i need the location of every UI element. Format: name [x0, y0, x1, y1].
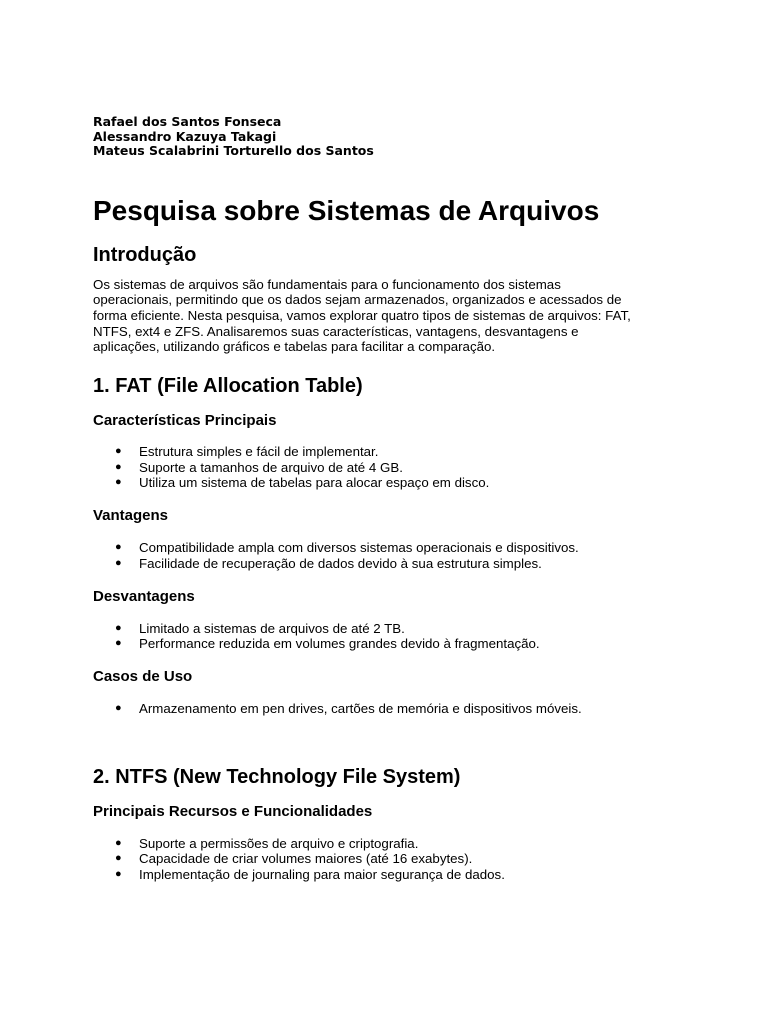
- fat-caracteristicas-list: [93, 444, 693, 491]
- intro-line: NTFS, ext4 e ZFS. Analisaremos suas características, vantagens, desvantagens e: [93, 323, 579, 339]
- list-item-text: Performance reduzida em volumes grandes devido à fragmentação.: [139, 636, 540, 652]
- intro-line: forma eficiente. Nesta pesquisa, vamos explorar quatro tipos de sistemas de arquivos: FAT,: [93, 307, 631, 323]
- author-name: Mateus Scalabrini Torturello dos Santos: [93, 143, 374, 158]
- fat-heading: 1. FAT (File Allocation Table): [93, 375, 363, 398]
- list-item: [93, 475, 693, 491]
- author-name: Rafael dos Santos Fonseca: [93, 114, 282, 129]
- bullet-icon: ●: [115, 556, 122, 569]
- author-name: Alessandro Kazuya Takagi: [93, 128, 277, 144]
- list-item-text: Limitado a sistemas de arquivos de até 2 TB.: [139, 620, 405, 636]
- fat-desvantagens-list: [93, 621, 693, 652]
- document-title: Pesquisa sobre Sistemas de Arquivos: [93, 194, 600, 226]
- bullet-icon: ●: [115, 868, 122, 881]
- list-item-text: Facilidade de recuperação de dados devido à sua estrutura simples.: [139, 555, 542, 571]
- intro-heading: Introdução: [93, 243, 197, 266]
- bullet-icon: ●: [115, 476, 122, 489]
- list-item-text: Suporte a permissões de arquivo e criptografia.: [139, 835, 419, 851]
- ntfs-recursos-list: [93, 836, 693, 883]
- list-item-text: Compatibilidade ampla com diversos sistemas operacionais e dispositivos.: [139, 540, 579, 556]
- intro-line: operacionais, permitindo que os dados sejam armazenados, organizados e acessados de: [93, 292, 622, 308]
- list-item: [93, 556, 693, 572]
- bullet-icon: ●: [115, 460, 122, 473]
- list-item-text: Armazenamento em pen drives, cartões de memória e dispositivos móveis.: [139, 700, 582, 716]
- fat-caracteristicas-heading: Características Principais: [93, 412, 277, 430]
- bullet-icon: ●: [115, 621, 122, 634]
- intro-line: aplicações, utilizando gráficos e tabelas para facilitar a comparação.: [93, 339, 496, 355]
- list-item-text: Utiliza um sistema de tabelas para alocar espaço em disco.: [139, 475, 490, 491]
- list-item: [93, 460, 693, 476]
- list-item-text: Suporte a tamanhos de arquivo de até 4 GB.: [139, 459, 403, 475]
- fat-casos-list: [93, 701, 693, 717]
- list-item: [93, 444, 693, 460]
- ntfs-recursos-heading: Principais Recursos e Funcionalidades: [93, 802, 373, 820]
- fat-vantagens-list: [93, 540, 693, 571]
- bullet-icon: ●: [115, 541, 122, 554]
- list-item-text: Estrutura simples e fácil de implementar.: [139, 444, 379, 460]
- list-item: [93, 701, 693, 717]
- bullet-icon: ●: [115, 445, 122, 458]
- bullet-icon: ●: [115, 836, 122, 849]
- list-item-text: Capacidade de criar volumes maiores (até 16 exabytes).: [139, 851, 473, 867]
- fat-casos-heading: Casos de Uso: [93, 667, 193, 685]
- list-item: [93, 540, 693, 556]
- fat-desvantagens-heading: Desvantagens: [93, 587, 195, 605]
- bullet-icon: ●: [115, 637, 122, 650]
- list-item-text: Implementação de journaling para maior segurança de dados.: [139, 867, 505, 883]
- author-list: [93, 115, 693, 159]
- list-item: [93, 867, 693, 883]
- intro-paragraph: [93, 277, 693, 356]
- bullet-icon: ●: [115, 701, 122, 714]
- document-page: [93, 115, 693, 883]
- ntfs-heading: 2. NTFS (New Technology File System): [93, 765, 461, 788]
- bullet-icon: ●: [115, 852, 122, 865]
- list-item: [93, 636, 693, 652]
- fat-vantagens-heading: Vantagens: [93, 507, 169, 525]
- list-item: [93, 851, 693, 867]
- list-item: [93, 621, 693, 637]
- intro-line: Os sistemas de arquivos são fundamentais para o funcionamento dos sistemas: [93, 276, 561, 292]
- list-item: [93, 836, 693, 852]
